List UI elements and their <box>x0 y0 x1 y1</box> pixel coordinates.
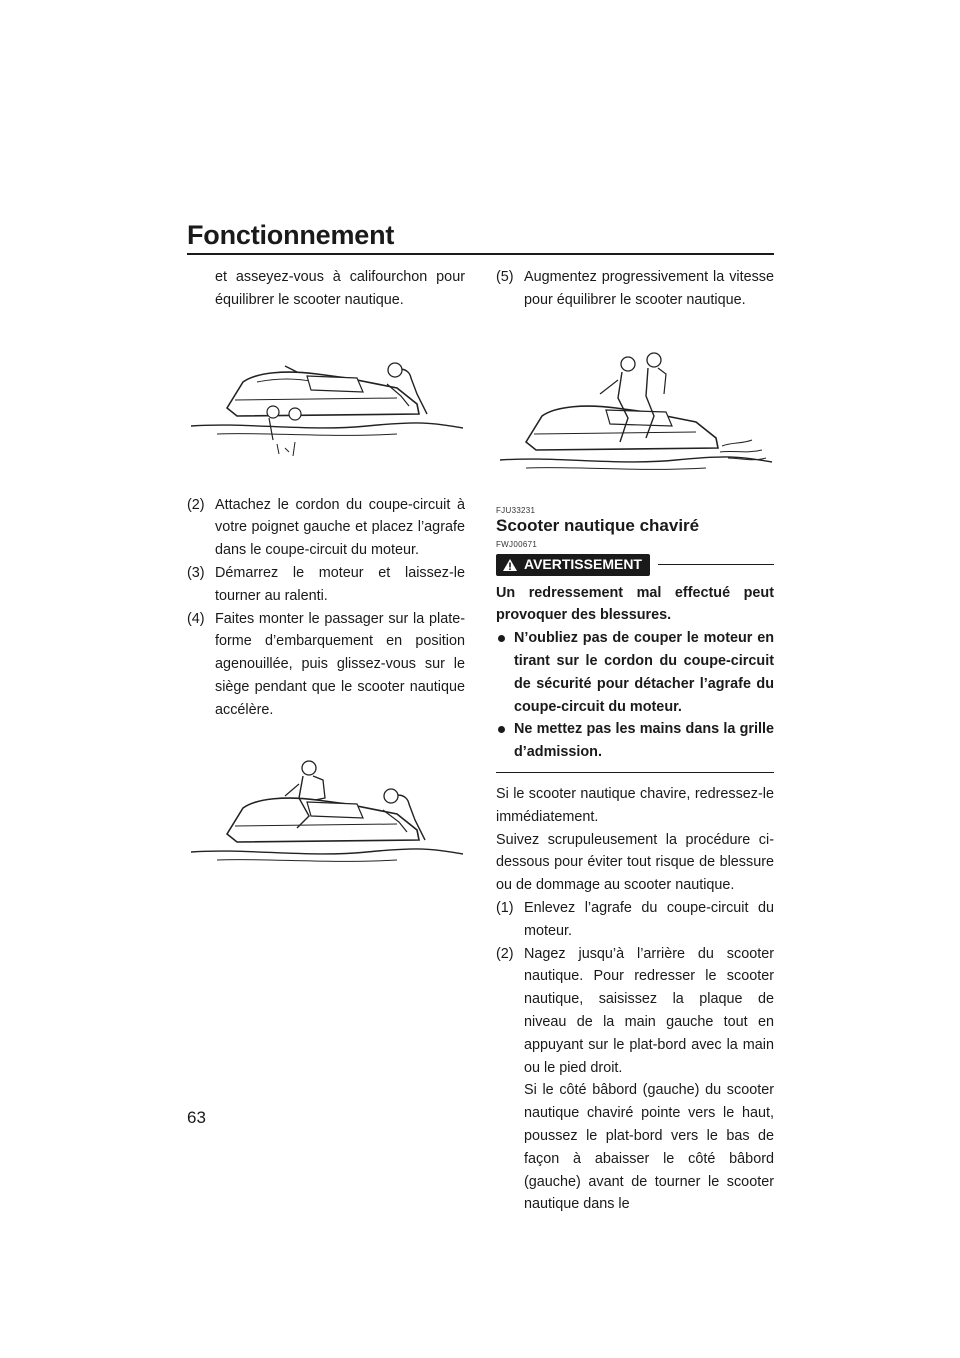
warning-header-rule <box>658 564 774 565</box>
paragraph: Suivez scrupuleusement la procédure ci-dessous pour éviter tout risque de blessure ou de dommage au scooter nautique. <box>496 831 774 894</box>
bullet-dot-icon <box>498 726 505 733</box>
intro-text: et asseyez-vous à califourchon pour équilibrer le scooter nautique. <box>215 269 465 308</box>
step-text: Enlevez l’agrafe du coupe-circuit du moteur. <box>524 899 774 939</box>
warning-text: Un redressement mal effectué peut provoquer des blessures. <box>496 584 774 624</box>
step-text: Attachez le cordon du coupe-circuit à votre poignet gauche et placez l’agrafe dans le coupe-circuit du moteur. <box>215 496 465 559</box>
warning-badge <box>496 554 650 576</box>
illustration-rider-seated-passenger-boarding <box>187 758 465 870</box>
step-continuation: Si le côté bâbord (gauche) du scooter nautique chaviré pointe vers le haut, poussez le plat-bord vers le bas de façon à abaisser le côté bâbord (gauche) avant de tourner le scooter nautique dans le <box>524 1082 774 1213</box>
section-title: Scooter nautique chaviré <box>496 515 700 535</box>
step-text: Augmentez progressivement la vitesse pour équilibrer le scooter nautique. <box>524 269 774 308</box>
warning-bullet <box>496 627 774 718</box>
illustration-boarding-passenger-rear <box>187 348 465 460</box>
warning-label: AVERTISSEMENT <box>524 556 642 573</box>
step-item <box>496 897 774 943</box>
step-text: Démarrez le moteur et laissez-le tourner au ralenti. <box>215 564 465 604</box>
bullet-text: N’oubliez pas de couper le moteur en tirant sur le cordon du coupe-circuit de sécurité pour détacher l’agrafe du coupe-circuit du moteur. <box>514 630 774 715</box>
section-code: FJU33231 <box>496 505 536 515</box>
warning-bullet <box>496 718 774 764</box>
bullet-dot-icon <box>498 635 505 642</box>
left-column <box>187 266 465 870</box>
step-item <box>496 943 774 1080</box>
title-rule <box>187 253 774 255</box>
warning-code: FWJ00671 <box>496 539 538 549</box>
step-item <box>496 266 774 312</box>
step-number: (2) <box>187 496 205 513</box>
step-text: Nagez jusqu’à l’arrière du scooter nautique. Pour redresser le scooter nautique, saisissez la plaque de niveau de la main gauche tout en appuyant sur le plat-bord avec la main ou le pied droit. <box>524 945 774 1076</box>
step-text: Faites monter le passager sur la plate-forme d’embarquement en position agenouillée, puis glissez-vous sur le siège pendant que le scooter nautique accélère. <box>215 610 465 718</box>
bullet-text: Ne mettez pas les mains dans la grille d’admission. <box>514 721 774 761</box>
step-number: (3) <box>187 564 205 581</box>
page-number: 63 <box>187 1108 206 1127</box>
illustration-rider-and-passenger-riding <box>496 350 774 480</box>
step-item <box>187 608 465 722</box>
step-number: (2) <box>496 945 514 962</box>
page-title: Fonctionnement <box>187 220 395 250</box>
step-number: (5) <box>496 269 514 285</box>
warning-triangle-icon <box>502 558 518 572</box>
step-number: (4) <box>187 610 205 627</box>
warning-end-rule <box>496 772 774 773</box>
step-item <box>187 562 465 608</box>
paragraph: Si le scooter nautique chavire, redressez-le immédiatement. <box>496 785 774 825</box>
step-number: (1) <box>496 899 514 916</box>
step-item <box>187 494 465 562</box>
warning-header <box>496 554 774 576</box>
right-column <box>496 266 774 1216</box>
steps-left <box>187 494 465 722</box>
